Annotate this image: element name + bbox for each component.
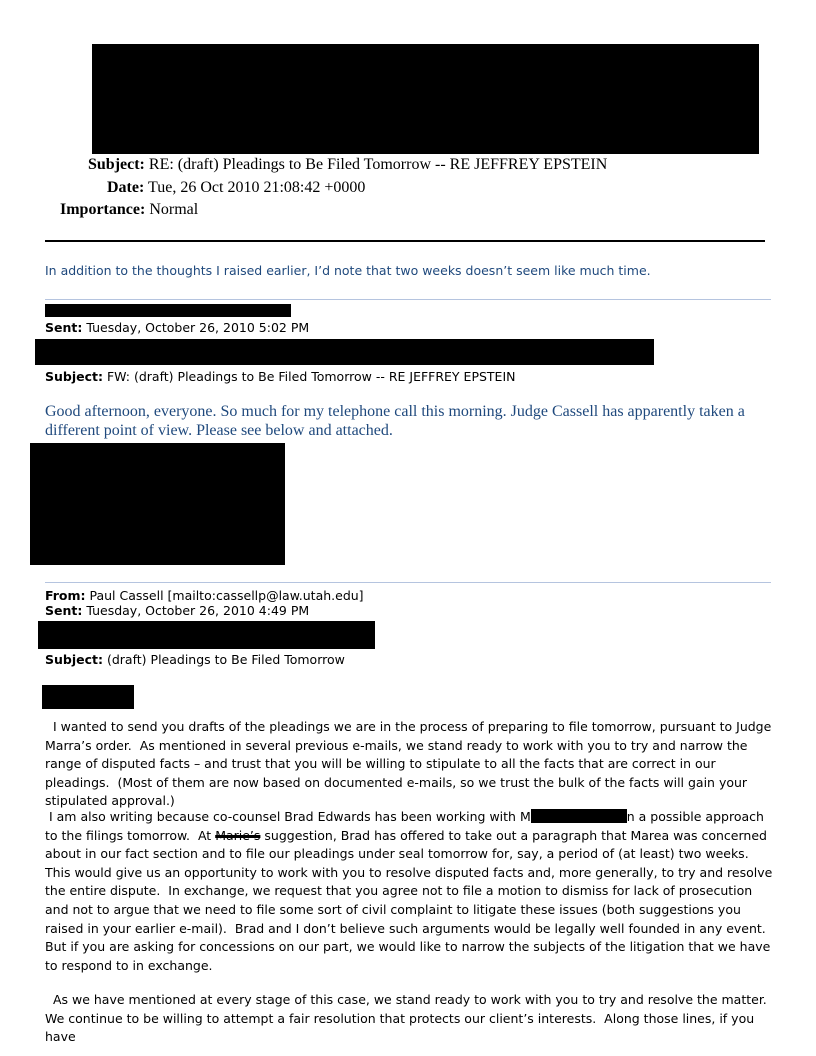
para2-part-b: n a possible approach to the filings tomorrow. At bbox=[45, 809, 768, 843]
reply-text: In addition to the thoughts I raised earlier, I’d note that two weeks doesn’t seem like much time. bbox=[45, 263, 651, 278]
subject-row bbox=[88, 156, 607, 174]
redaction-to-line bbox=[35, 339, 654, 365]
orig-from-label: From: bbox=[45, 588, 86, 603]
fw-subject-value: FW: (draft) Pleadings to Be Filed Tomorrow -- RE JEFFREY EPSTEIN bbox=[106, 369, 516, 384]
importance-value: Normal bbox=[149, 201, 199, 218]
orig-sent-label: Sent: bbox=[45, 603, 83, 618]
fw-subject-label: Subject: bbox=[45, 369, 103, 384]
fw-sent-row bbox=[45, 320, 309, 335]
body-paragraph-1: I wanted to send you drafts of the pleadings we are in the process of preparing to file tomorrow, pursuant to Judge Marra’s order. As mentioned in several previous e-mails, we stand ready to work with you to try and narrow the range of disputed facts – and trust that you will be willing to stipulate to all the facts that are correct in our pleadings. (Most of them are now based on documented e-mails, so we trust the bulk of the facts will gain your stipulated approval.) bbox=[45, 719, 776, 809]
separator-rule-1 bbox=[45, 299, 771, 300]
redaction-header-block bbox=[92, 44, 759, 154]
para2-part-c: suggestion, Brad has offered to take out a paragraph that Marea was concerned about in our fact section and to file our pleadings under seal tomorrow for, say, a period of (at least) two weeks. This would give us an opportunity to work with you to resolve disputed facts and, more generally, to try and resolve the entire dispute. In exchange, we request that you agree not to file a motion to dismiss for lack of prosecution and not to argue that we need to file some sort of civil complaint to litigate these issues (both suggestions you raised in your earlier e-mail). Brad and I don’t believe such arguments would be legally well founded in any event. But if you are asking for concessions on our part, we would like to narrow the subjects of the litigation that we have to respond to in exchange. bbox=[45, 827, 777, 973]
separator-rule-2 bbox=[45, 582, 771, 583]
subject-label: Subject: bbox=[88, 156, 145, 173]
orig-subject-label: Subject: bbox=[45, 652, 103, 667]
importance-row bbox=[60, 201, 198, 219]
importance-label: Importance: bbox=[60, 201, 146, 218]
orig-sent-row bbox=[45, 603, 309, 618]
fw-body-text: Good afternoon, everyone. So much for my telephone call this morning. Judge Cassell has apparently taken a different point of view. Please see below and attached. bbox=[45, 403, 745, 439]
orig-subject-row bbox=[45, 652, 345, 667]
subject-value: RE: (draft) Pleadings to Be Filed Tomorrow -- RE JEFFREY EPSTEIN bbox=[148, 156, 608, 173]
date-row bbox=[107, 179, 365, 197]
para2-part-a: I am also writing because co-counsel Brad Edwards has been working with M bbox=[45, 809, 531, 824]
fw-sent-value: Tuesday, October 26, 2010 5:02 PM bbox=[86, 320, 310, 335]
orig-from-row bbox=[45, 588, 364, 603]
header-divider bbox=[45, 240, 765, 242]
date-label: Date: bbox=[107, 179, 145, 196]
fw-sent-label: Sent: bbox=[45, 320, 83, 335]
date-value: Tue, 26 Oct 2010 21:08:42 +0000 bbox=[148, 179, 366, 196]
body-paragraph-2 bbox=[45, 808, 775, 975]
redaction-to-cc-line bbox=[38, 621, 375, 649]
redaction-inline-name bbox=[531, 809, 627, 823]
orig-from-value: Paul Cassell [mailto:cassellp@law.utah.edu] bbox=[89, 588, 364, 603]
body-paragraph-3: As we have mentioned at every stage of this case, we stand ready to work with you to try and resolve the matter. We continue to be willing to attempt a fair resolution that protects our client’s interests. Along those lines, if you have bbox=[45, 992, 775, 1045]
redaction-salutation bbox=[42, 685, 134, 709]
redaction-signature-block bbox=[30, 443, 285, 565]
para2-strikethrough-name: Marie’s bbox=[215, 827, 261, 843]
orig-subject-value: (draft) Pleadings to Be Filed Tomorrow bbox=[106, 652, 345, 667]
fw-subject-row bbox=[45, 369, 516, 384]
redaction-from-line bbox=[45, 304, 291, 317]
orig-sent-value: Tuesday, October 26, 2010 4:49 PM bbox=[86, 603, 310, 618]
